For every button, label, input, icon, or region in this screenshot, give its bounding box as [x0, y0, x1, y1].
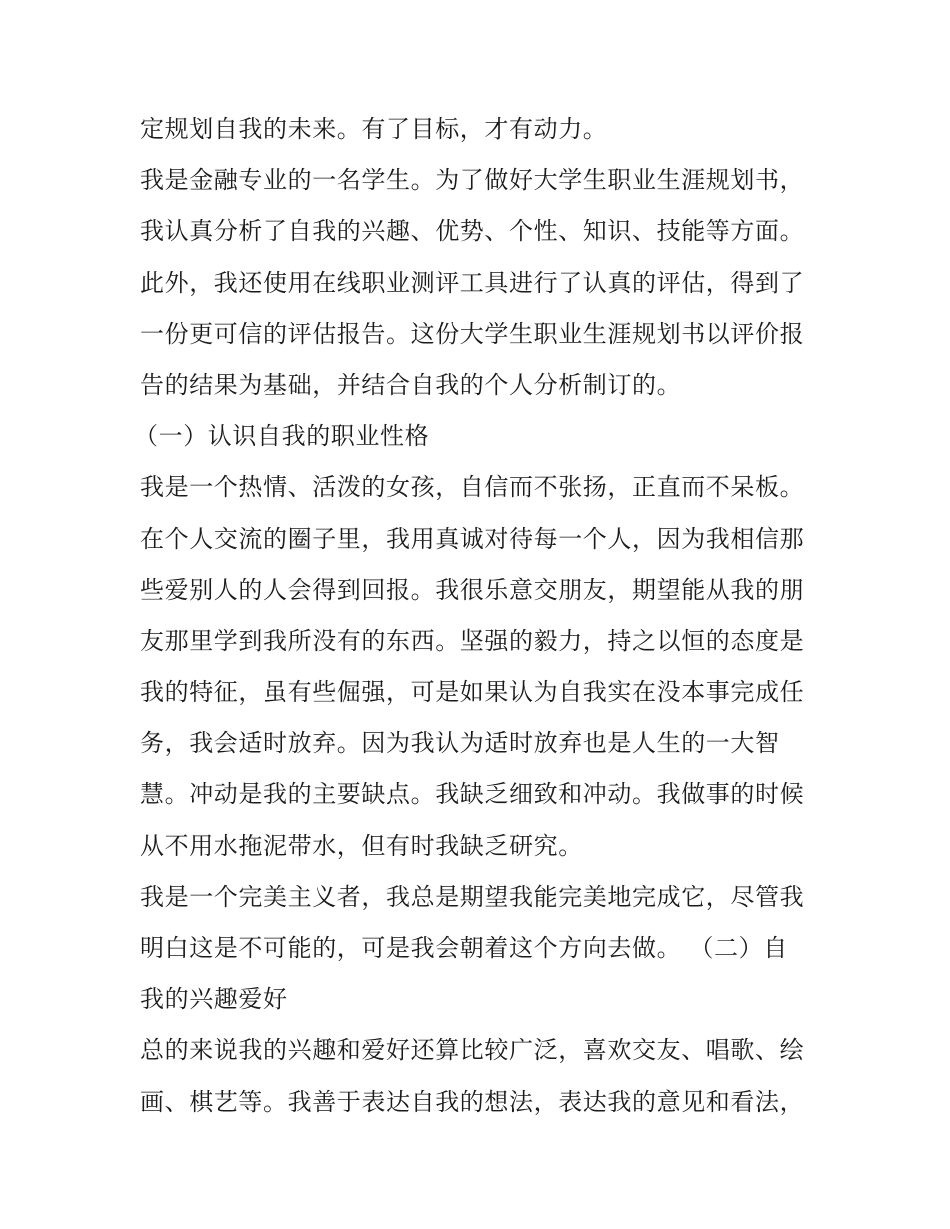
text-line: 些爱别人的人会得到回报。我很乐意交朋友，期望能从我的朋: [140, 575, 805, 604]
text-line: 从不用水拖泥带水，但有时我缺乏研究。: [140, 831, 583, 860]
text-line: 务，我会适时放弃。因为我认为适时放弃也是人生的一大智: [140, 729, 780, 758]
text-line: 定规划自我的未来。有了目标，才有动力。: [140, 115, 608, 143]
text-line: 我是金融专业的一名学生。为了做好大学生职业生涯规划书，: [140, 166, 805, 195]
text-line: 我是一个热情、活泼的女孩，自信而不张扬，正直而不呆板。: [140, 473, 805, 502]
text-line: 告的结果为基础，并结合自我的个人分析制订的。: [140, 370, 682, 399]
text-line: 画、棋艺等。我善于表达自我的想法，表达我的意见和看法，: [140, 1087, 805, 1116]
text-line: 明白这是不可能的，可是我会朝着这个方向去做。 （二）自: [140, 934, 788, 962]
text-line: 友那里学到我所没有的东西。坚强的毅力，持之以恒的态度是: [140, 626, 805, 655]
body-text: [134, 104, 820, 1128]
text-line: 慧。冲动是我的主要缺点。我缺乏细致和冲动。我做事的时候: [140, 780, 805, 809]
text-line: 我的特征，虽有些倔强，可是如果认为自我实在没本事完成任: [140, 678, 805, 707]
text-line: 我是一个完美主义者，我总是期望我能完美地完成它，尽管我: [140, 882, 805, 911]
text-line: 在个人交流的圈子里，我用真诚对待每一个人，因为我相信那: [140, 524, 805, 553]
section-heading-personality: （一）认识自我的职业性格: [134, 422, 430, 451]
text-line: 总的来说我的兴趣和爱好还算比较广泛，喜欢交友、唱歌、绘: [140, 1036, 805, 1065]
text-line: 一份更可信的评估报告。这份大学生职业生涯规划书以评价报: [140, 319, 805, 348]
text-line: 此外，我还使用在线职业测评工具进行了认真的评估，得到了: [140, 268, 805, 297]
text-line: 我的兴趣爱好: [140, 985, 288, 1014]
text-line: 我认真分析了自我的兴趣、优势、个性、知识、技能等方面。: [140, 217, 805, 246]
